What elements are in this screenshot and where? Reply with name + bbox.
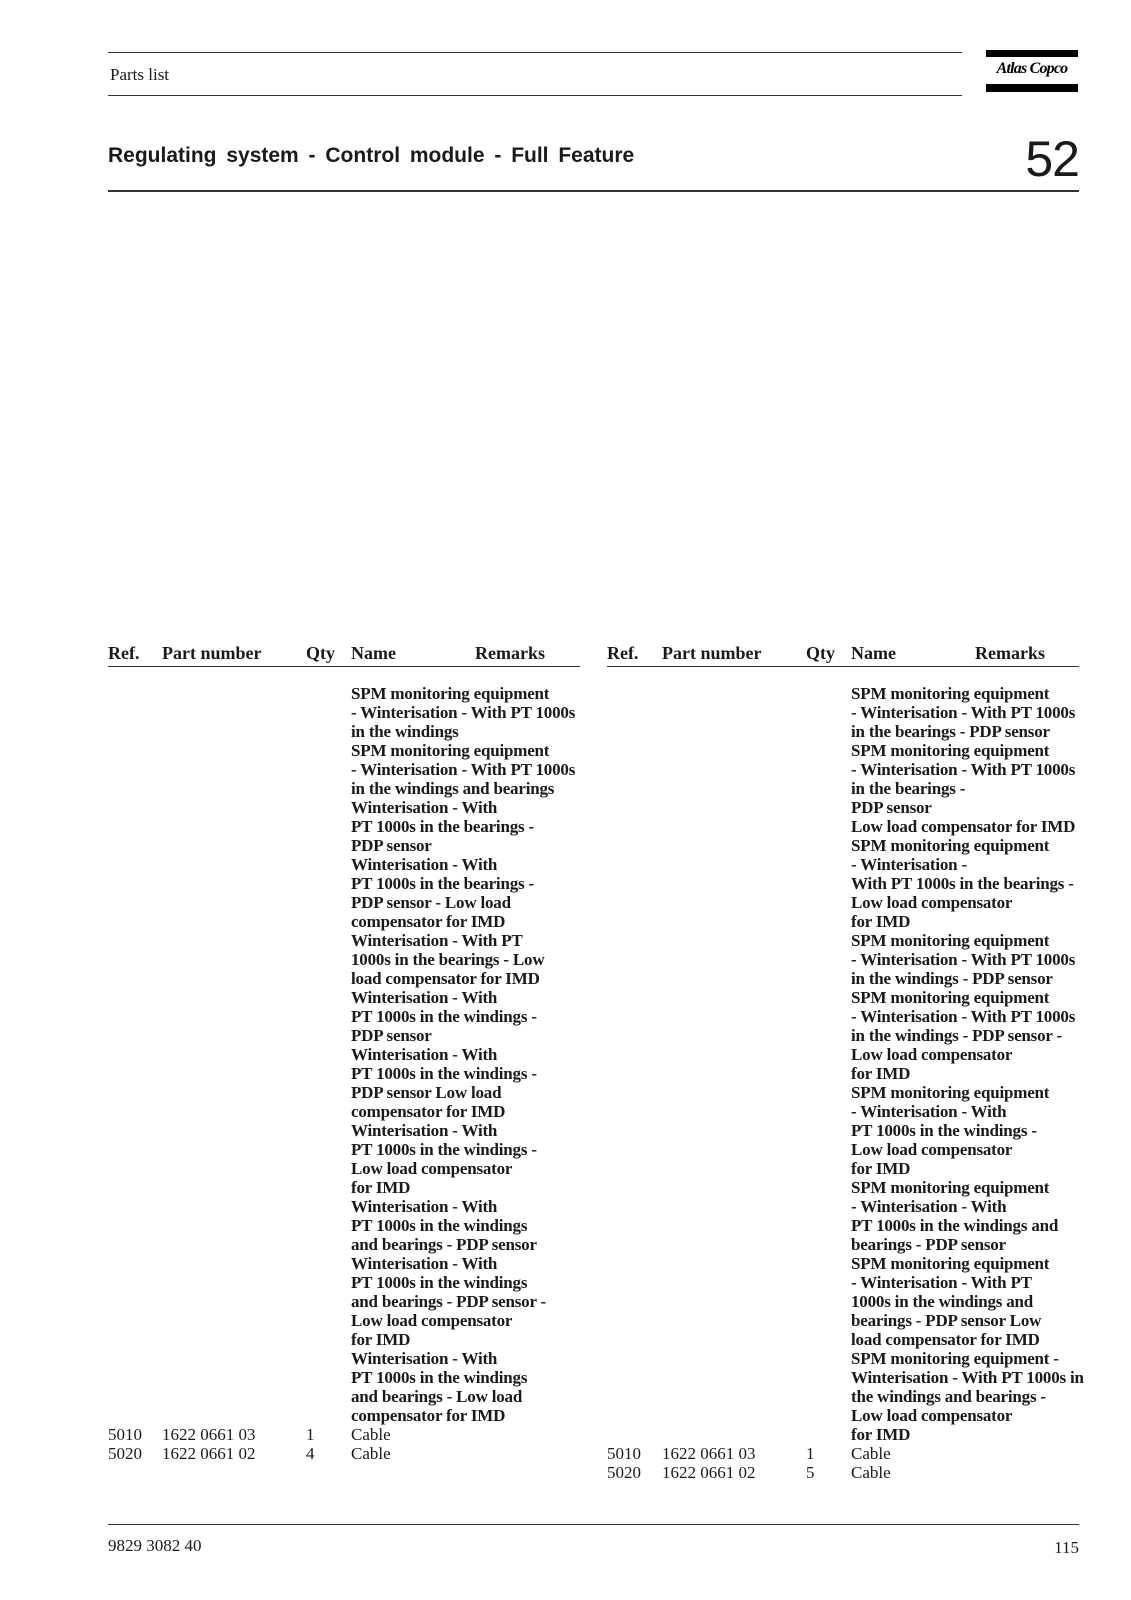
description-line: for IMD [351, 1178, 411, 1197]
description-line: - Winterisation - [851, 855, 967, 874]
description-line: SPM monitoring equipment [351, 741, 550, 760]
description-line: Winterisation - With [351, 1197, 498, 1216]
description-line: PDP sensor [351, 836, 432, 855]
logo-wordmark: Atlas Copco [996, 60, 1068, 77]
description-line: and bearings - Low load [351, 1387, 523, 1406]
description-line: Winterisation - With PT [351, 931, 523, 950]
description-line: Winterisation - With [351, 1045, 498, 1064]
right-header-qty: Qty [806, 643, 835, 663]
atlas-copco-logo [986, 50, 1078, 93]
header-top-rule [108, 52, 962, 53]
row-qty: 5 [806, 1463, 815, 1482]
description-line: in the bearings - [851, 779, 966, 798]
description-line: Low load compensator for IMD [851, 817, 1076, 836]
row-ref: 5010 [108, 1425, 142, 1444]
right-header-part-number: Part number [662, 643, 762, 663]
description-line: - Winterisation - With PT 1000s [851, 950, 1076, 969]
row-part-number: 1622 0661 03 [662, 1444, 756, 1463]
description-line: SPM monitoring equipment [851, 1083, 1050, 1102]
logo-bottom-bar [986, 84, 1078, 92]
description-line: for IMD [851, 1159, 911, 1178]
footer-page-number: 115 [1054, 1538, 1079, 1557]
footer-document-number: 9829 3082 40 [108, 1536, 202, 1555]
description-line: for IMD [851, 912, 911, 931]
description-line: in the windings and bearings [351, 779, 555, 798]
header-bottom-rule [108, 95, 962, 96]
description-line: - Winterisation - With PT 1000s [351, 760, 576, 779]
description-line: Winterisation - With [351, 855, 498, 874]
description-line: PT 1000s in the windings [351, 1368, 528, 1387]
right-header-name: Name [851, 643, 896, 663]
description-line: - Winterisation - With PT 1000s [851, 760, 1076, 779]
description-line: PDP sensor Low load [351, 1083, 502, 1102]
row-name: Cable [351, 1425, 391, 1444]
description-line: Low load compensator [851, 1045, 1013, 1064]
description-line: and bearings - PDP sensor [351, 1235, 537, 1254]
row-part-number: 1622 0661 02 [162, 1444, 256, 1463]
description-line: SPM monitoring equipment [851, 931, 1050, 950]
right-header-remarks: Remarks [975, 643, 1045, 663]
description-line: - Winterisation - With PT 1000s [351, 703, 576, 722]
description-line: - Winterisation - With PT [851, 1273, 1032, 1292]
description-line: SPM monitoring equipment [851, 988, 1050, 1007]
description-line: Winterisation - With [351, 1254, 498, 1273]
row-name: Cable [851, 1444, 891, 1463]
description-line: SPM monitoring equipment [851, 836, 1050, 855]
description-line: 1000s in the windings and [851, 1292, 1034, 1311]
description-line: for IMD [851, 1064, 911, 1083]
left-header-rule [108, 666, 580, 667]
description-line: SPM monitoring equipment - [851, 1349, 1059, 1368]
table-row [0, 1444, 1100, 1463]
description-line: Low load compensator [851, 893, 1013, 912]
description-line: PT 1000s in the windings - [351, 1007, 537, 1026]
description-line: PT 1000s in the windings - [351, 1064, 537, 1083]
description-line: SPM monitoring equipment [851, 1254, 1050, 1273]
description-line: compensator for IMD [351, 912, 506, 931]
table-row [0, 1463, 1100, 1482]
row-qty: 1 [306, 1425, 315, 1444]
row-name: Cable [851, 1463, 891, 1482]
description-line: load compensator for IMD [351, 969, 540, 988]
description-line: bearings - PDP sensor Low [851, 1311, 1042, 1330]
description-line: load compensator for IMD [851, 1330, 1040, 1349]
description-line: PDP sensor [851, 798, 932, 817]
description-line: and bearings - PDP sensor - [351, 1292, 546, 1311]
section-number: 52 [1025, 131, 1079, 187]
description-line: SPM monitoring equipment [851, 684, 1050, 703]
description-line: - Winterisation - With PT 1000s [851, 1007, 1076, 1026]
description-line: Winterisation - With [351, 988, 498, 1007]
description-line: Winterisation - With [351, 1349, 498, 1368]
title-rule [108, 190, 1079, 192]
description-line: in the windings - PDP sensor - [851, 1026, 1062, 1045]
right-header-ref: Ref. [607, 643, 639, 663]
row-part-number: 1622 0661 03 [162, 1425, 256, 1444]
description-line: compensator for IMD [351, 1102, 506, 1121]
description-line: for IMD [851, 1425, 911, 1444]
left-header-ref: Ref. [108, 643, 140, 663]
right-header-rule [607, 666, 1079, 667]
logo-top-bar [986, 50, 1078, 57]
description-line: Winterisation - With PT 1000s in [851, 1368, 1084, 1387]
row-name: Cable [351, 1444, 391, 1463]
description-line: bearings - PDP sensor [851, 1235, 1006, 1254]
description-line: the windings and bearings - [851, 1387, 1046, 1406]
description-line: Low load compensator [851, 1140, 1013, 1159]
description-line: PT 1000s in the windings - [351, 1140, 537, 1159]
row-ref: 5010 [607, 1444, 641, 1463]
page-title: Regulating system - Control module - Full Feature [108, 144, 635, 167]
description-line: Winterisation - With [351, 798, 498, 817]
left-description-block [351, 684, 575, 1425]
description-line: - Winterisation - With [851, 1197, 1007, 1216]
description-line: PT 1000s in the bearings - [351, 817, 534, 836]
description-line: Low load compensator [351, 1311, 513, 1330]
description-line: PT 1000s in the bearings - [351, 874, 534, 893]
description-line: - Winterisation - With PT 1000s [851, 703, 1076, 722]
row-qty: 4 [306, 1444, 315, 1463]
row-qty: 1 [806, 1444, 815, 1463]
description-line: PDP sensor [351, 1026, 432, 1045]
description-line: PDP sensor - Low load [351, 893, 511, 912]
description-line: for IMD [351, 1330, 411, 1349]
description-line: Low load compensator [851, 1406, 1013, 1425]
description-line: compensator for IMD [351, 1406, 506, 1425]
description-line: in the windings - PDP sensor [851, 969, 1053, 988]
description-line: SPM monitoring equipment [851, 741, 1050, 760]
description-line: SPM monitoring equipment [351, 684, 550, 703]
left-header-remarks: Remarks [475, 643, 545, 663]
row-ref: 5020 [108, 1444, 142, 1463]
description-line: in the bearings - PDP sensor [851, 722, 1050, 741]
table-row [0, 1425, 600, 1444]
description-line: SPM monitoring equipment [851, 1178, 1050, 1197]
left-header-name: Name [351, 643, 396, 663]
description-line: PT 1000s in the windings - [851, 1121, 1037, 1140]
left-header-part-number: Part number [162, 643, 262, 663]
left-header-qty: Qty [306, 643, 335, 663]
description-line: Low load compensator [351, 1159, 513, 1178]
right-description-block [851, 684, 1084, 1444]
description-line: With PT 1000s in the bearings - [851, 874, 1074, 893]
row-part-number: 1622 0661 02 [662, 1463, 756, 1482]
description-line: PT 1000s in the windings [351, 1273, 528, 1292]
description-line: PT 1000s in the windings and [851, 1216, 1059, 1235]
row-ref: 5020 [607, 1463, 641, 1482]
description-line: Winterisation - With [351, 1121, 498, 1140]
header-label: Parts list [110, 65, 170, 84]
footer-rule [108, 1524, 1079, 1525]
description-line: PT 1000s in the windings [351, 1216, 528, 1235]
description-line: in the windings [351, 722, 459, 741]
description-line: - Winterisation - With [851, 1102, 1007, 1121]
description-line: 1000s in the bearings - Low [351, 950, 545, 969]
